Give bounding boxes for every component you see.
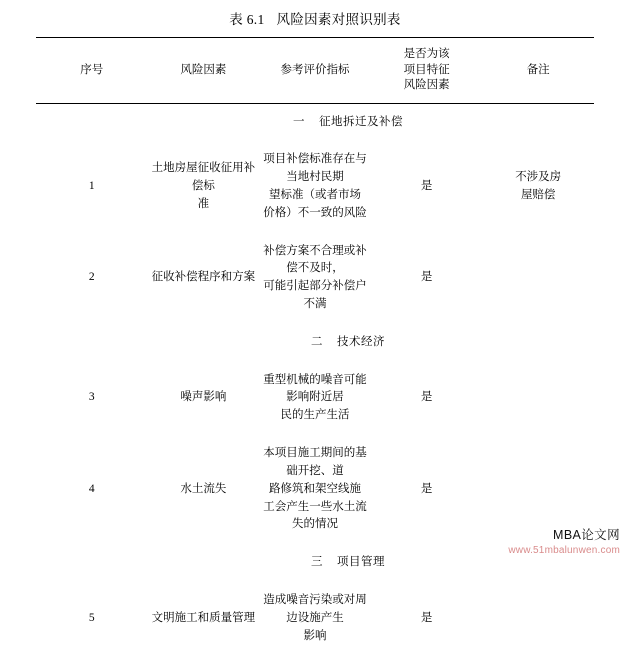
- row-no: 5: [88, 611, 95, 624]
- section-header-row: [36, 103, 594, 141]
- row-factor: [148, 141, 260, 232]
- row-factor-line-1: 水土流失: [180, 482, 227, 495]
- table-header-row: [36, 38, 594, 104]
- row-index: [259, 362, 371, 435]
- row-index: [259, 582, 371, 655]
- row-index-line-1: 重型机械的噪音可能影响附近居: [263, 373, 367, 404]
- row-index-line-2: 影响: [303, 629, 327, 642]
- row-index-line-3: 价格）不一致的风险: [263, 206, 367, 219]
- row-index: [259, 141, 371, 232]
- row-note-line-1: 不涉及房: [515, 171, 562, 184]
- row-index-line-2: 望标准（或者市场: [268, 188, 361, 201]
- row-index-line-1: 补偿方案不合理或补偿不及时，: [263, 244, 367, 275]
- section-header-row: [36, 324, 594, 362]
- table-row: [36, 141, 594, 232]
- header-is-feature: [371, 38, 483, 104]
- row-note: [482, 233, 594, 324]
- row-factor-line-1: 征收补偿程序和方案: [151, 271, 256, 284]
- row-factor: [148, 233, 260, 324]
- row-note: [482, 582, 594, 655]
- row-no: 1: [88, 180, 95, 193]
- table-row: [36, 233, 594, 324]
- row-is-feature: 是: [420, 611, 433, 624]
- row-index: [259, 435, 371, 544]
- row-is-feature: 是: [420, 391, 433, 404]
- section-label: [227, 114, 403, 132]
- header-is-feature-line-3: 风险因素: [403, 79, 450, 92]
- table-row: [36, 362, 594, 435]
- header-index: 参考评价指标: [280, 63, 350, 76]
- row-factor: [148, 362, 260, 435]
- watermark: [508, 525, 620, 556]
- header-factor: 风险因素: [180, 63, 227, 76]
- row-no: 3: [88, 391, 95, 404]
- section-number: 一: [293, 115, 305, 128]
- row-note: [482, 141, 594, 232]
- row-no: 2: [88, 271, 95, 284]
- table-header: [36, 38, 594, 104]
- row-factor-line-1: 土地房屋征收征用补偿标: [151, 162, 256, 193]
- header-is-feature-line-1: 是否为该: [403, 48, 450, 60]
- section-name: 项目管理: [337, 556, 385, 569]
- header-no: 序号: [80, 63, 104, 76]
- section-label: [245, 334, 385, 352]
- table-body: [36, 103, 594, 655]
- section-name: 技术经济: [337, 335, 385, 348]
- section-title-cell: [36, 103, 594, 141]
- header-note: 备注: [526, 63, 550, 76]
- caption-title: 风险因素对照识别表: [276, 12, 401, 27]
- table-row: [36, 582, 594, 655]
- row-note-line-2: 屋赔偿: [520, 188, 556, 201]
- row-index-line-1: 造成噪音污染或对周边设施产生: [263, 593, 367, 624]
- watermark-main-text: MBA论文网: [553, 528, 620, 542]
- section-number: 三: [311, 556, 323, 569]
- row-index-line-3: 工会产生一些水土流失的情况: [263, 500, 367, 531]
- row-factor: [148, 582, 260, 655]
- header-is-feature-lines: [373, 47, 481, 94]
- section-label: [245, 554, 385, 572]
- row-index-line-1: 本项目施工期间的基础开挖、道: [263, 447, 367, 477]
- watermark-url-text: www.51mbalunwen.com: [508, 545, 620, 556]
- row-note: [482, 362, 594, 435]
- row-is-feature: 是: [420, 271, 433, 284]
- row-index: [259, 233, 371, 324]
- table-caption: [36, 0, 594, 37]
- caption-number: 表 6.1: [229, 12, 265, 27]
- section-title-cell: [36, 324, 594, 362]
- row-is-feature: 是: [420, 482, 433, 495]
- row-index-line-2: 路修筑和架空线施: [268, 482, 361, 495]
- row-factor-line-2: 准: [197, 197, 210, 210]
- row-index-line-1: 项目补偿标准存在与当地村民期: [263, 153, 367, 184]
- row-no: 4: [88, 482, 95, 495]
- row-index-line-2: 可能引起部分补偿户不满: [263, 280, 367, 311]
- section-name: 征地拆迁及补偿: [319, 115, 403, 128]
- row-factor-line-1: 文明施工和质量管理: [151, 611, 256, 624]
- row-is-feature: 是: [420, 180, 433, 193]
- header-is-feature-line-2: 项目特征: [403, 63, 450, 76]
- risk-identification-table: [36, 37, 594, 655]
- row-factor-line-1: 噪声影响: [180, 391, 227, 404]
- section-number: 二: [311, 335, 323, 348]
- row-index-line-2: 民的生产生活: [280, 409, 350, 422]
- row-factor: [148, 435, 260, 544]
